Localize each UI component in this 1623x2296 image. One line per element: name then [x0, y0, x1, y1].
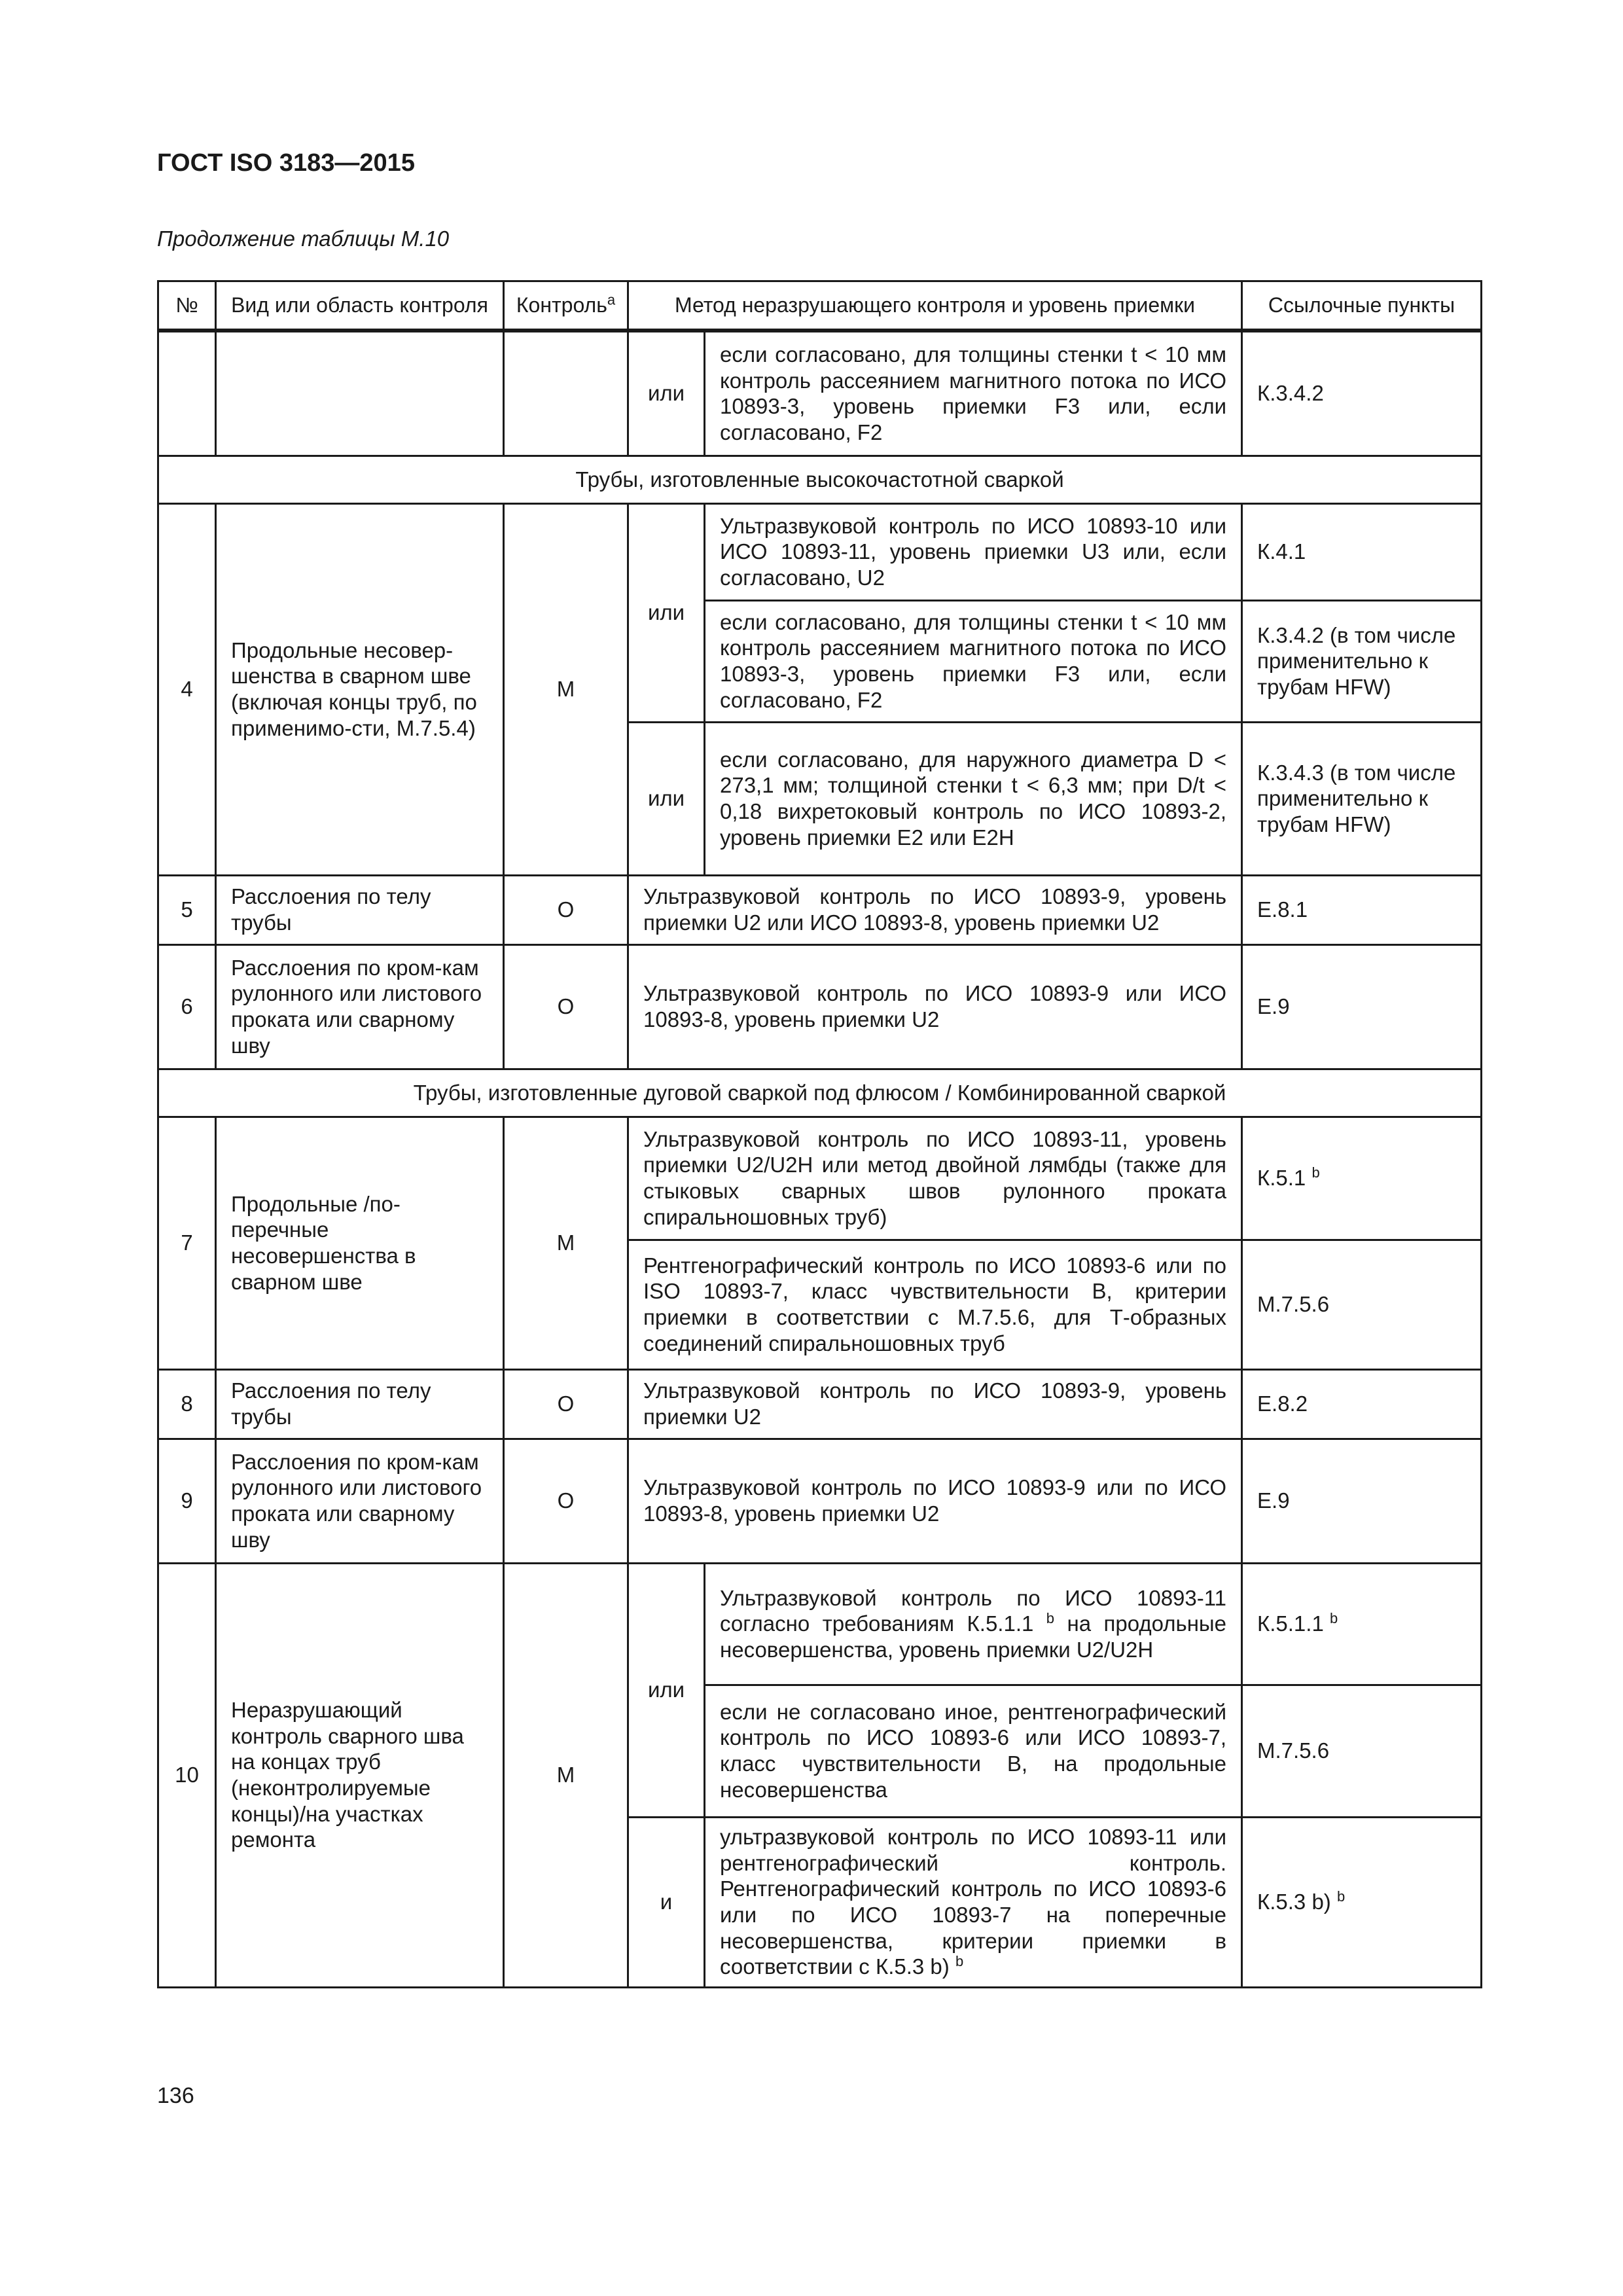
ref-cell	[1242, 1563, 1482, 1685]
ref-cell: К.4.1	[1242, 503, 1482, 600]
method-cell: если согласовано, для наружного диаметра D < 273,1 мм; толщиной стенки t < 6,3 мм; при D/t < 0,18 вихретоковый контроль по ИСО 10893-2, уровень приемки Е2 или Е2Н	[705, 722, 1242, 875]
control-cell: О	[504, 944, 628, 1069]
conjunction-cell: или	[628, 1563, 705, 1817]
table-row	[158, 1369, 1482, 1439]
ref-text: К.5.1.1	[1257, 1611, 1324, 1636]
table-row	[158, 1439, 1482, 1563]
col-header-method: Метод неразрушающего контроля и уровень приемки	[628, 281, 1242, 331]
control-cell	[504, 331, 628, 456]
ref-cell	[1242, 1117, 1482, 1240]
control-cell: М	[504, 1563, 628, 1987]
section-heading: Трубы, изготовленные дуговой сваркой под флюсом / Комбинированной сваркой	[158, 1069, 1482, 1117]
ref-cell: Е.8.2	[1242, 1369, 1482, 1439]
method-cell	[705, 1563, 1242, 1685]
table-row	[158, 331, 1482, 456]
table-row	[158, 1563, 1482, 1685]
footnote-marker: b	[1311, 1164, 1320, 1181]
area-cell: Расслоения по кром-кам рулонного или листового проката или сварному шву	[216, 1439, 504, 1563]
table-row	[158, 944, 1482, 1069]
num-cell: 7	[158, 1117, 216, 1369]
table-row	[158, 503, 1482, 600]
control-cell: О	[504, 1439, 628, 1563]
ref-text: К.5.1	[1257, 1166, 1306, 1191]
control-cell: О	[504, 875, 628, 944]
section-row	[158, 1069, 1482, 1117]
num-cell	[158, 331, 216, 456]
ref-cell: Е.9	[1242, 1439, 1482, 1563]
area-cell: Расслоения по телу трубы	[216, 875, 504, 944]
ref-text: К.5.3 b)	[1257, 1890, 1331, 1914]
area-cell: Продольные несовер-шенства в сварном шве (включая концы труб, по применимо-сти, М.7.5.4)	[216, 503, 504, 875]
method-cell: Ультразвуковой контроль по ИСО 10893-9 или ИСО 10893-8, уровень приемки U2	[628, 944, 1242, 1069]
col-header-num: №	[158, 281, 216, 331]
table-row	[158, 1117, 1482, 1240]
num-cell: 4	[158, 503, 216, 875]
section-heading: Трубы, изготовленные высокочастотной сваркой	[158, 456, 1482, 503]
method-cell: Ультразвуковой контроль по ИСО 10893-9, уровень приемки U2	[628, 1369, 1242, 1439]
method-cell: Ультразвуковой контроль по ИСО 10893-11, уровень приемки U2/U2H или метод двойной лямбды (также для стыковых сварных швов рулонного проката спиральношовных труб)	[628, 1117, 1242, 1240]
col-header-control	[504, 281, 628, 331]
table-row	[158, 875, 1482, 944]
col-header-area: Вид или область контроля	[216, 281, 504, 331]
method-cell: Ультразвуковой контроль по ИСО 10893-9 или по ИСО 10893-8, уровень приемки U2	[628, 1439, 1242, 1563]
col-header-control-text: Контроль	[516, 293, 607, 317]
document-code: ГОСТ ISO 3183—2015	[157, 149, 415, 177]
method-cell	[705, 1817, 1242, 1987]
footnote-marker: b	[1046, 1610, 1055, 1627]
method-cell: если согласовано, для толщины стенки t < 10 мм контроль рассеянием магнитного потока по ИСО 10893-3, уровень приемки F3 или, если согласовано, F2	[705, 331, 1242, 456]
method-text: Ультразвуковой контроль по ИСО 10893-11 согласно требованиям К.5.1.1	[720, 1585, 1227, 1636]
ref-cell: К.3.4.2 (в том числе применительно к трубам HFW)	[1242, 600, 1482, 722]
method-text: на продольные несовершенства, уровень приемки U2/U2H	[720, 1611, 1227, 1662]
ref-cell: Е.9	[1242, 944, 1482, 1069]
method-text: ультразвуковой контроль по ИСО 10893-11 или рентгенографический контроль. Рентгенографический контроль по ИСО 10893-6 или по ИСО 10893-7 на поперечные несовершенства, критерии приемки в соответствии с К.5.3 b)	[720, 1825, 1227, 1979]
ref-cell: К.3.4.3 (в том числе применительно к трубам HFW)	[1242, 722, 1482, 875]
area-cell: Расслоения по телу трубы	[216, 1369, 504, 1439]
area-cell: Неразрушающий контроль сварного шва на концах труб (неконтролируемые концы)/на участках ремонта	[216, 1563, 504, 1987]
conjunction-cell: или	[628, 722, 705, 875]
inspection-table	[157, 280, 1482, 1988]
num-cell: 10	[158, 1563, 216, 1987]
method-cell: если согласовано, для толщины стенки t < 10 мм контроль рассеянием магнитного потока по ИСО 10893-3, уровень приемки F3 или, если согласовано, F2	[705, 600, 1242, 722]
area-cell: Продольные /по-перечные несовершенства в сварном шве	[216, 1117, 504, 1369]
conjunction-cell: или	[628, 331, 705, 456]
table-header-row	[158, 281, 1482, 331]
method-cell: Ультразвуковой контроль по ИСО 10893-10 или ИСО 10893-11, уровень приемки U3 или, если согласовано, U2	[705, 503, 1242, 600]
method-cell: Ультразвуковой контроль по ИСО 10893-9, уровень приемки U2 или ИСО 10893-8, уровень приемки U2	[628, 875, 1242, 944]
control-cell: М	[504, 503, 628, 875]
ref-cell	[1242, 1817, 1482, 1987]
control-cell: О	[504, 1369, 628, 1439]
method-cell: Рентгенографический контроль по ИСО 10893-6 или по ISO 10893-7, класс чувствительности В, критерии приемки в соответствии с М.7.5.6, для Т-образных соединений спиральношовных труб	[628, 1240, 1242, 1369]
control-cell: М	[504, 1117, 628, 1369]
num-cell: 6	[158, 944, 216, 1069]
table-caption: Продолжение таблицы М.10	[157, 226, 450, 251]
footnote-marker: b	[1336, 1888, 1346, 1905]
num-cell: 5	[158, 875, 216, 944]
footnote-marker: b	[1329, 1610, 1338, 1627]
area-cell	[216, 331, 504, 456]
method-cell: если не согласовано иное, рентгенографический контроль по ИСО 10893-6 или ИСО 10893-7, класс чувствительности В, на продольные несовершенства	[705, 1685, 1242, 1817]
area-cell: Расслоения по кром-кам рулонного или листового проката или сварному шву	[216, 944, 504, 1069]
ref-cell: К.3.4.2	[1242, 331, 1482, 456]
ref-cell: М.7.5.6	[1242, 1240, 1482, 1369]
page-number: 136	[157, 2083, 194, 2108]
num-cell: 8	[158, 1369, 216, 1439]
ref-cell: Е.8.1	[1242, 875, 1482, 944]
footnote-marker: a	[607, 291, 616, 308]
section-row	[158, 456, 1482, 503]
num-cell: 9	[158, 1439, 216, 1563]
footnote-marker: b	[955, 1953, 964, 1970]
conjunction-cell: или	[628, 503, 705, 722]
ref-cell: М.7.5.6	[1242, 1685, 1482, 1817]
conjunction-cell: и	[628, 1817, 705, 1987]
col-header-ref: Ссылочные пункты	[1242, 281, 1482, 331]
